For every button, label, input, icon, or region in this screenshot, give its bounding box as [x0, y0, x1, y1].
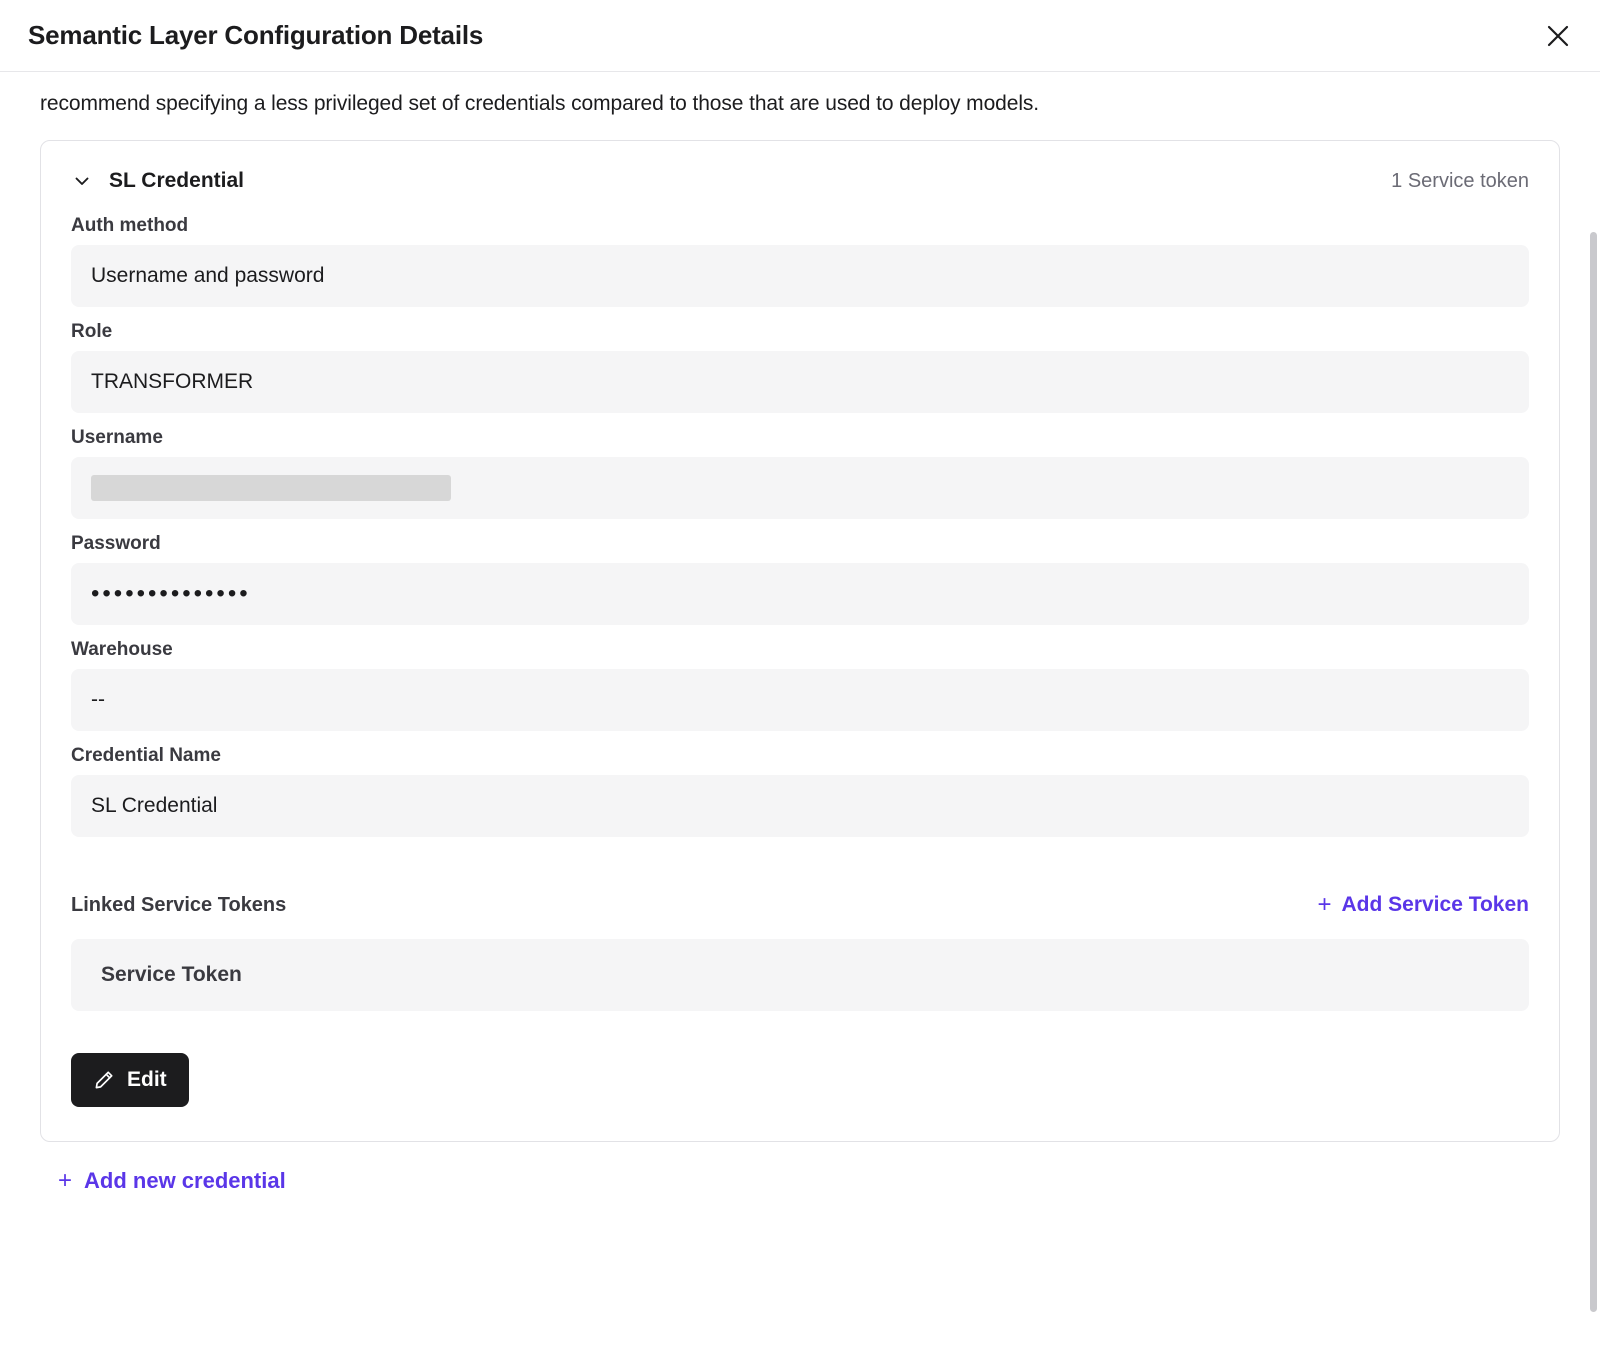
field-label-warehouse: Warehouse [71, 639, 173, 661]
credential-card-header-left [71, 169, 244, 193]
field-value-auth-method: Username and password [71, 245, 1529, 307]
field-value-credential-name: SL Credential [71, 775, 1529, 837]
field-value-username [71, 457, 1529, 519]
field-role [71, 321, 1529, 413]
field-auth-method [71, 215, 1529, 307]
chevron-down-icon[interactable] [71, 170, 93, 192]
field-warehouse [71, 639, 1529, 731]
linked-service-tokens-header [71, 893, 1529, 917]
close-button[interactable] [1540, 18, 1576, 54]
field-username [71, 427, 1529, 519]
scrollbar-track[interactable] [1590, 72, 1598, 1354]
pencil-icon [93, 1069, 115, 1091]
service-token-row[interactable] [71, 939, 1529, 1011]
service-token-count: 1 Service token [1391, 169, 1529, 192]
page-title: Semantic Layer Configuration Details [28, 20, 484, 50]
field-label-credential-name: Credential Name [71, 745, 221, 767]
field-password [71, 533, 1529, 625]
field-label-username: Username [71, 427, 163, 449]
redacted-value-bar [91, 475, 451, 501]
credential-card [40, 140, 1560, 1142]
modal-body [0, 72, 1600, 1194]
intro-text: recommend specifying a less privileged set of credentials compared to those that are used to deploy models. [40, 92, 1040, 115]
field-value-warehouse: -- [71, 669, 1529, 731]
modal-header [0, 0, 1600, 72]
add-new-credential-label: Add new credential [84, 1168, 286, 1194]
plus-icon: + [58, 1167, 73, 1195]
field-label-password: Password [71, 533, 161, 555]
field-label-auth-method: Auth method [71, 215, 189, 237]
field-label-role: Role [71, 321, 113, 343]
service-token-name: Service Token [101, 963, 242, 987]
linked-service-tokens-title: Linked Service Tokens [71, 893, 287, 916]
close-icon [1545, 23, 1571, 49]
password-masked-value: •••••••••••••• [91, 580, 251, 608]
credential-title: SL Credential [109, 169, 244, 193]
edit-button-label: Edit [127, 1068, 167, 1092]
add-service-token-button[interactable] [1317, 893, 1529, 917]
field-credential-name [71, 745, 1529, 837]
scrollbar-thumb[interactable] [1590, 232, 1597, 1312]
plus-icon: + [1317, 891, 1332, 919]
add-service-token-label: Add Service Token [1341, 893, 1529, 917]
field-value-password [71, 563, 1529, 625]
add-new-credential-button[interactable] [58, 1168, 286, 1194]
credential-card-header [71, 141, 1529, 201]
field-value-role: TRANSFORMER [71, 351, 1529, 413]
edit-button[interactable] [71, 1053, 189, 1107]
